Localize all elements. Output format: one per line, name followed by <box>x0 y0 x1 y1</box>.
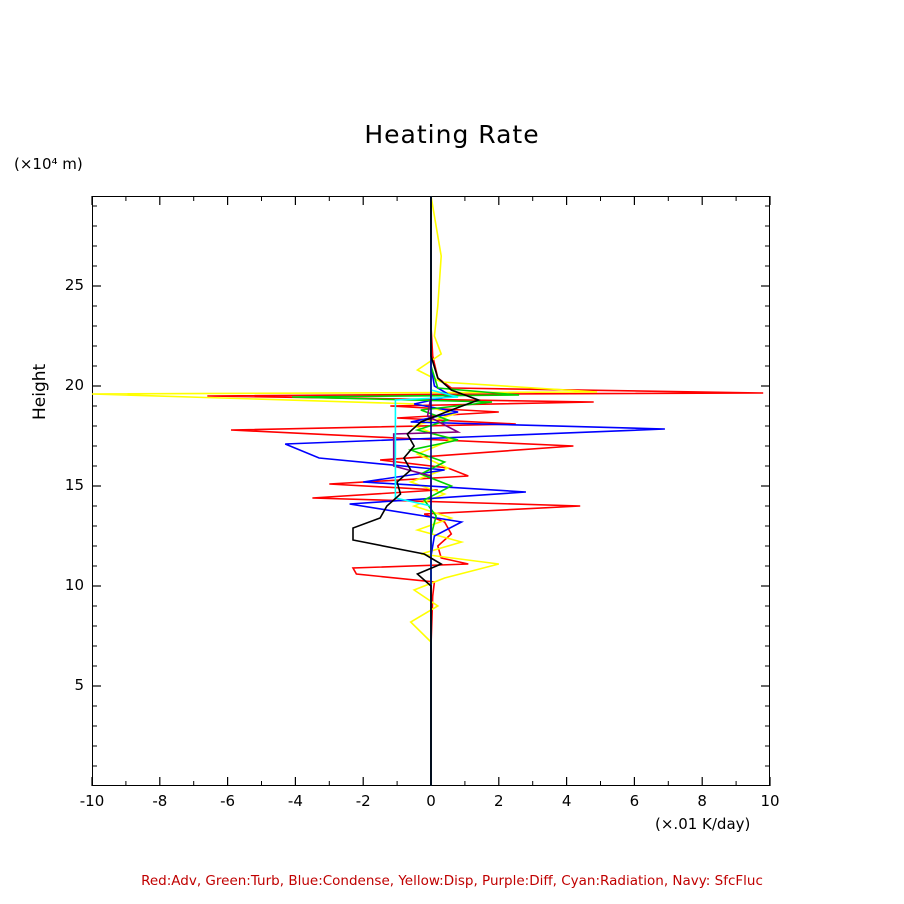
x-tick-label: 8 <box>697 792 707 810</box>
y-tick-label: 15 <box>64 476 84 494</box>
series-line-turb <box>292 196 519 786</box>
x-tick-label: 10 <box>760 792 780 810</box>
x-tick-label: -4 <box>287 792 303 810</box>
x-tick-label: -6 <box>220 792 236 810</box>
series-line-condense <box>285 196 665 786</box>
x-tick-label: -2 <box>355 792 371 810</box>
y-tick-label: 5 <box>74 676 84 694</box>
legend-caption: Red:Adv, Green:Turb, Blue:Condense, Yellow:Disp, Purple:Diff, Cyan:Radiation, Navy: SfcFluc <box>141 873 763 889</box>
page-title: Heating Rate <box>364 120 540 149</box>
x-axis-label: (×.01 K/day) <box>655 815 751 833</box>
y-axis-unit-text: (×10⁴ m) <box>14 155 83 173</box>
x-tick-label: 0 <box>426 792 436 810</box>
y-axis-label: Height <box>30 363 50 420</box>
x-tick-label: -10 <box>79 792 105 810</box>
x-tick-label: 2 <box>494 792 504 810</box>
x-tick-label: -8 <box>152 792 168 810</box>
y-tick-label: 20 <box>64 376 84 394</box>
y-tick-label: 25 <box>64 276 84 294</box>
x-tick-label: 6 <box>629 792 640 810</box>
x-tick-label: 4 <box>561 792 572 810</box>
series-line-adv <box>207 196 763 786</box>
y-tick-label: 10 <box>64 576 84 594</box>
